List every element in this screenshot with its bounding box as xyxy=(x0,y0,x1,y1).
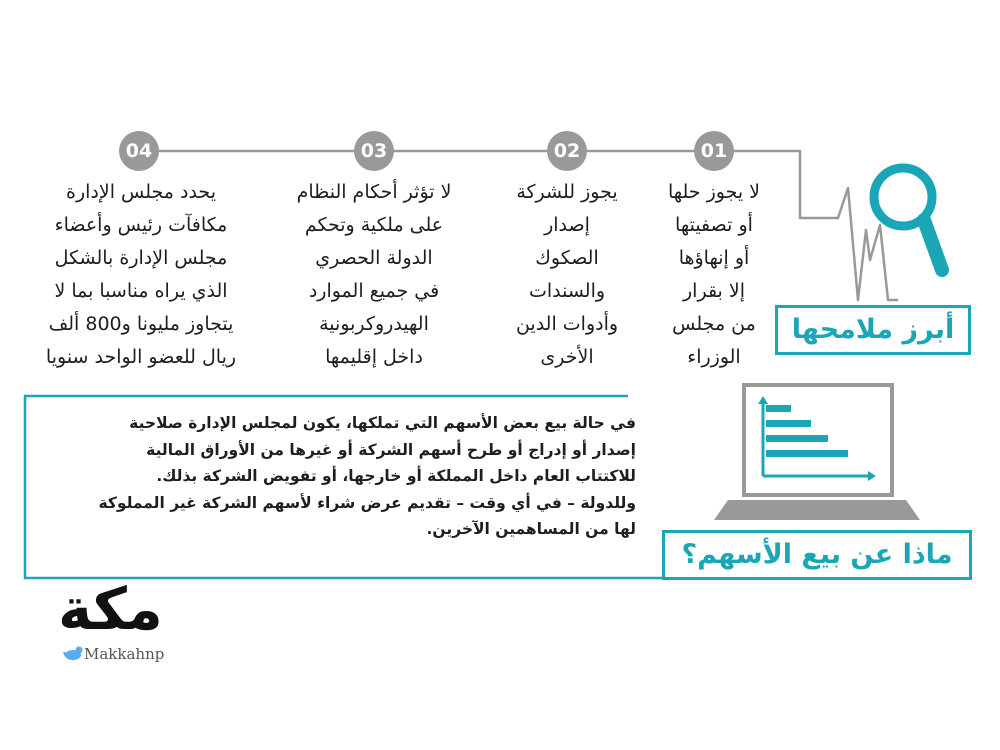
brand-handle: Makkahnp xyxy=(84,645,165,663)
step-badge-03: 03 xyxy=(354,131,394,171)
step-text-01: لا يجوز حلها أو تصفيتها أو إنهاؤها إلا بقرار من مجلس الوزراء xyxy=(667,181,761,368)
step-badge-01: 01 xyxy=(694,131,734,171)
brand-logo: مكة xyxy=(58,575,163,643)
step-text-02: يجوز للشركة إصدار الصكوك والسندات وأدوات الدين الأخرى xyxy=(515,181,619,368)
twitter-bird-icon xyxy=(64,647,83,661)
shares-info-text: في حالة بيع بعض الأسهم التي تملكها، يكون لمجلس الإدارة صلاحية إصدار أو إدراج أو طرح أسهم الشركة أو غيرها من الأوراق المالية للاكتتاب العام داخل المملكة أو خارجها، أو تفويض الشركة بذلك. وللدولة – في أي وقت – تقديم عرض شراء لأسهم الشركة غير المملوكة لها من المساهمين الآخرين. xyxy=(98,414,636,538)
step-text-03: لا تؤثر أحكام النظام على ملكية وتحكم الدولة الحصري في جميع الموارد الهيدروكربونية داخل إقليمها xyxy=(296,181,452,368)
step-badge-04: 04 xyxy=(119,131,159,171)
step-badge-02: 02 xyxy=(547,131,587,171)
laptop-chart-icon xyxy=(714,385,920,520)
shares-title: ماذا عن بيع الأسهم؟ xyxy=(662,530,972,580)
step-text-04: يحدد مجلس الإدارة مكافآت رئيس وأعضاء مجلس الإدارة بالشكل الذي يراه مناسبا بما لا يتجاوز مليونا و800 ألف ريال للعضو الواحد سنويا xyxy=(45,181,237,368)
features-title: أبرز ملامحها xyxy=(775,305,971,355)
